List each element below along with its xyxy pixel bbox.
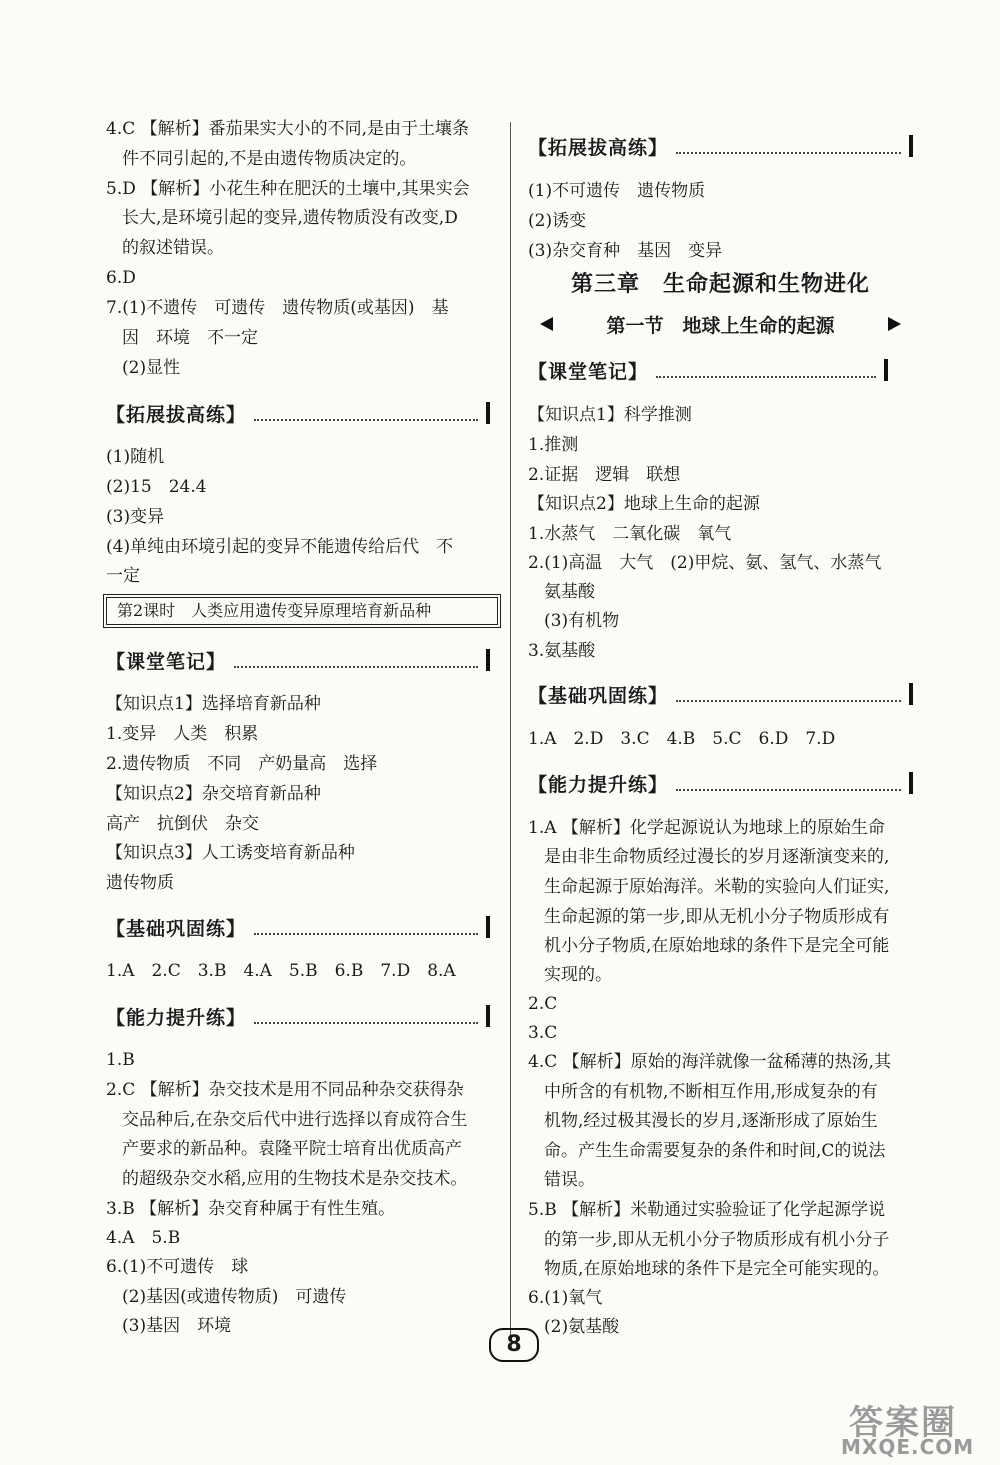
section-heading-notes: 【课堂笔记】	[528, 355, 888, 385]
text-line: 的第一步,即从无机小分子物质形成有机小分子	[544, 1230, 890, 1250]
heading-end-bar	[909, 683, 913, 705]
text-line: (2)显性	[122, 358, 181, 378]
text-line: 1.推测	[528, 435, 579, 455]
text-line: 2.(1)高温 大气 (2)甲烷、氨、氢气、水蒸气	[528, 553, 882, 573]
text-line: 的超级杂交水稻,应用的生物技术是杂交技术。	[122, 1169, 468, 1189]
heading-end-bar	[486, 916, 490, 938]
dotted-leader	[656, 362, 876, 378]
text-line: (3)变异	[106, 507, 165, 527]
text-line: 生命起源于原始海洋。米勒的实验向人们证实,	[544, 877, 890, 897]
section-heading-extension: 【拓展拔高练】	[106, 398, 490, 428]
text-line: 【知识点2】杂交培育新品种	[106, 784, 321, 804]
watermark-logo: 答案圈 MXQE.COM	[841, 1403, 975, 1459]
text-line: 【知识点2】地球上生命的起源	[528, 494, 760, 514]
page-number: 8	[489, 1328, 539, 1362]
text-line: 1.水蒸气 二氧化碳 氧气	[528, 524, 732, 544]
dotted-leader	[676, 775, 901, 791]
text-line: (4)单纯由环境引起的变异不能遗传给后代 不	[106, 537, 454, 557]
triangle-right-icon	[888, 317, 901, 331]
text-line: 4.C 【解析】原始的海洋就像一盆稀薄的热汤,其	[528, 1052, 892, 1072]
text-line: 2.证据 逻辑 联想	[528, 465, 681, 485]
text-line: 【知识点1】科学推测	[528, 405, 692, 425]
dotted-leader	[254, 405, 478, 421]
section-heading-basic: 【基础巩固练】	[528, 679, 913, 709]
section-heading-extension: 【拓展拔高练】	[528, 131, 913, 161]
text-line: 是由非生命物质经过漫长的岁月逐渐演变来的,	[544, 847, 890, 867]
text-line: 3.C	[528, 1023, 558, 1043]
text-line: 物质,在原始地球的条件下是完全可能实现的。	[544, 1259, 890, 1279]
text-line: (2)基因(或遗传物质) 可遗传	[122, 1287, 347, 1307]
dotted-leader	[676, 138, 901, 154]
text-line: 产要求的新品种。袁隆平院士培育出优质高产	[122, 1139, 462, 1159]
text-line: (1)不可遗传 遗传物质	[528, 181, 706, 201]
text-line: 5.D 【解析】小花生种在肥沃的土壤中,其果实会	[106, 179, 470, 199]
text-line: 2.遗传物质 不同 产奶量高 选择	[106, 754, 378, 774]
answer-line: 1.A 2.D 3.C 4.B 5.C 6.D 7.D	[528, 729, 836, 749]
text-line: 【知识点1】选择培育新品种	[106, 694, 321, 714]
text-line: 3.B 【解析】杂交育种属于有性生殖。	[106, 1199, 396, 1219]
chapter-title: 第三章 生命起源和生物进化	[570, 272, 870, 297]
section-heading-notes: 【课堂笔记】	[106, 645, 490, 675]
text-line: 命。产生生命需要复杂的条件和时间,C的说法	[544, 1141, 886, 1161]
text-line: 错误。	[544, 1170, 595, 1190]
text-line: 1.A 【解析】化学起源说认为地球上的原始生命	[528, 818, 885, 838]
dotted-leader	[676, 686, 901, 702]
column-divider	[510, 122, 511, 1337]
text-line: 6.(1)不可遗传 球	[106, 1257, 249, 1277]
text-line: 2.C	[528, 994, 558, 1014]
lesson-title-box: 第2课时 人类应用遗传变异原理培育新品种	[106, 597, 498, 625]
text-line: (2)氨基酸	[544, 1317, 620, 1337]
section-heading-ability: 【能力提升练】	[528, 768, 913, 798]
text-line: 【知识点3】人工诱变培育新品种	[106, 843, 355, 863]
text-line: 一定	[106, 566, 140, 586]
text-line: 中所含的有机物,不断相互作用,形成复杂的有	[544, 1082, 878, 1102]
text-line: 的叙述错误。	[122, 238, 224, 258]
dotted-leader	[254, 1008, 478, 1024]
text-line: 7.(1)不遗传 可遗传 遗传物质(或基因) 基	[106, 298, 449, 318]
text-line: 生命起源的第一步,即从无机小分子物质形成有	[544, 907, 890, 927]
text-line: 2.C 【解析】杂交技术是用不同品种杂交获得杂	[106, 1080, 464, 1100]
text-line: 6.(1)氧气	[528, 1288, 603, 1308]
text-line: 4.A 5.B	[106, 1228, 181, 1248]
text-line: (2)诱变	[528, 211, 587, 231]
text-line: 机物,经过极其漫长的岁月,逐渐形成了原始生	[544, 1111, 878, 1131]
text-line: 机小分子物质,在原始地球的条件下是完全可能	[544, 936, 890, 956]
section-title: 第一节 地球上生命的起源	[606, 314, 835, 337]
text-line: 氨基酸	[544, 582, 595, 602]
dotted-leader	[254, 919, 478, 935]
heading-end-bar	[909, 772, 913, 794]
section-heading-basic: 【基础巩固练】	[106, 912, 490, 942]
text-line: 4.C 【解析】番茄果实大小的不同,是由于土壤条	[106, 119, 470, 139]
text-line: (2)15 24.4	[106, 477, 207, 497]
text-line: 3.氨基酸	[528, 641, 596, 661]
heading-end-bar	[909, 135, 913, 157]
text-line: (3)杂交育种 基因 变异	[528, 241, 723, 261]
text-line: 件不同引起的,不是由遗传物质决定的。	[122, 149, 417, 169]
heading-end-bar	[486, 649, 490, 671]
text-line: (3)有机物	[544, 611, 620, 631]
text-line: 实现的。	[544, 965, 612, 985]
text-line: 6.D	[106, 268, 136, 288]
text-line: (1)随机	[106, 447, 165, 467]
text-line: 遗传物质	[106, 873, 174, 893]
text-line: 高产 抗倒伏 杂交	[106, 814, 259, 834]
answer-line: 1.A 2.C 3.B 4.A 5.B 6.B 7.D 8.A	[106, 961, 456, 981]
text-line: 1.变异 人类 积累	[106, 724, 259, 744]
section-heading-ability: 【能力提升练】	[106, 1001, 490, 1031]
text-line: (3)基因 环境	[122, 1316, 232, 1336]
heading-end-bar	[486, 1005, 490, 1027]
section-title-bar	[528, 310, 913, 338]
text-line: 1.B	[106, 1050, 135, 1070]
dotted-leader	[234, 652, 478, 668]
heading-end-bar	[884, 359, 888, 381]
text-line: 因 环境 不一定	[122, 328, 258, 348]
text-line: 长大,是环境引起的变异,遗传物质没有改变,D	[122, 208, 458, 228]
heading-end-bar	[486, 402, 490, 424]
text-line: 交品种后,在杂交后代中进行选择以育成符合生	[122, 1110, 468, 1130]
triangle-left-icon	[540, 317, 553, 331]
text-line: 5.B 【解析】米勒通过实验验证了化学起源学说	[528, 1200, 886, 1220]
